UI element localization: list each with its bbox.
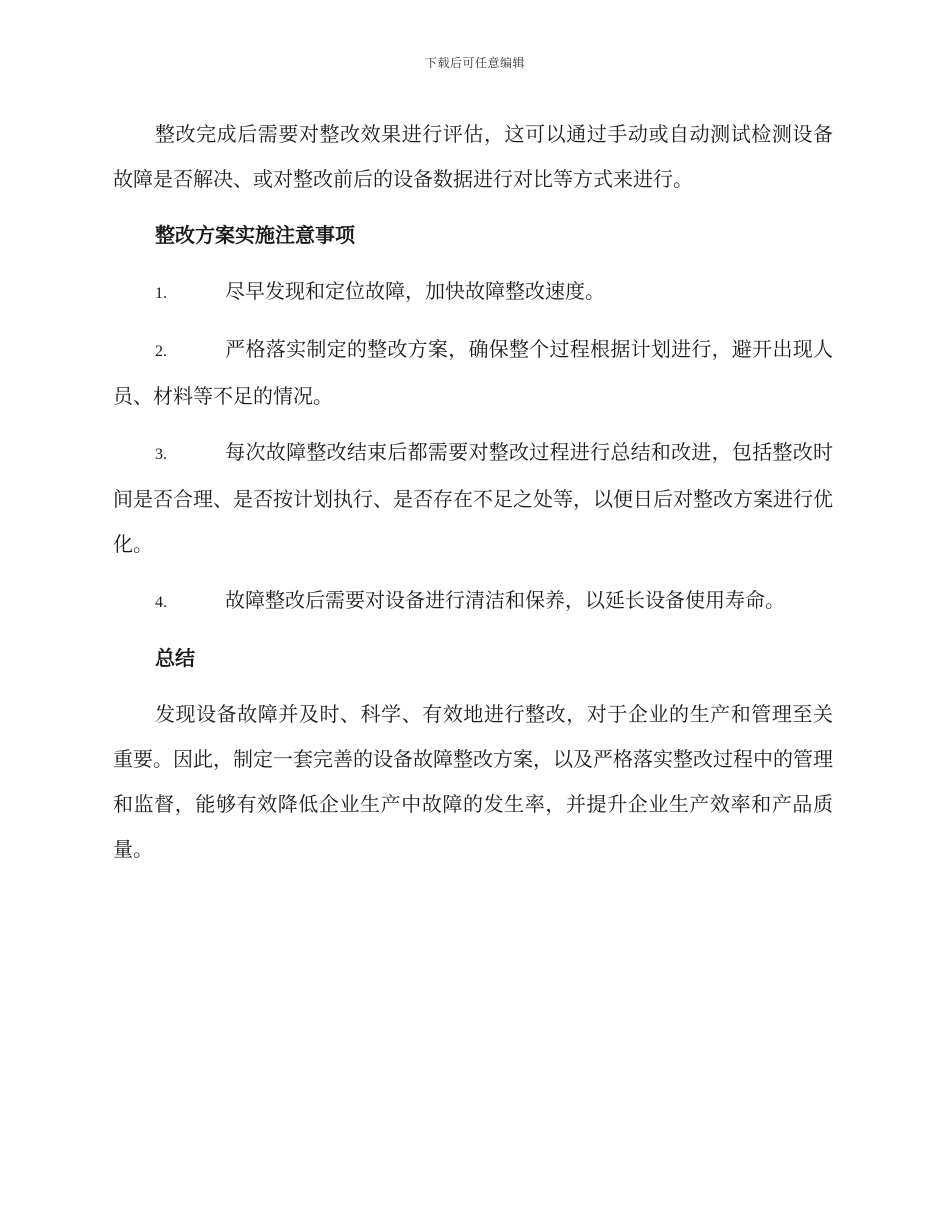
list-item — [113, 327, 833, 419]
list-number: 3. — [155, 446, 167, 463]
intro-paragraph: 整改完成后需要对整改效果进行评估，这可以通过手动或自动测试检测设备故障是否解决、或对整改前后的设备数据进行对比等方式来进行。 — [113, 122, 833, 191]
list-text: 尽早发现和定位故障，加快故障整改速度。 — [225, 279, 605, 303]
list-text: 每次故障整改结束后都需要对整改过程进行总结和改进，包括整改时间是否合理、是否按计划执行、是否存在不足之处等，以便日后对整改方案进行优化。 — [113, 440, 833, 556]
list-item — [113, 269, 833, 316]
header-note: 下载后可任意编辑 — [424, 56, 525, 70]
list-item — [113, 430, 833, 567]
list-number: 1. — [155, 285, 167, 302]
section-heading-summary: 总结 — [155, 646, 195, 670]
document-body — [113, 112, 833, 883]
list-number: 2. — [155, 343, 167, 360]
list-item — [113, 578, 833, 625]
list-text: 严格落实制定的整改方案，确保整个过程根据计划进行，避开出现人员、材料等不足的情况。 — [113, 337, 833, 408]
section-heading-precautions: 整改方案实施注意事项 — [155, 223, 355, 247]
list-text: 故障整改后需要对设备进行清洁和保养，以延长设备使用寿命。 — [225, 588, 785, 612]
list-number: 4. — [155, 594, 167, 611]
summary-paragraph: 发现设备故障并及时、科学、有效地进行整改，对于企业的生产和管理至关重要。因此，制定一套完善的设备故障整改方案，以及严格落实整改过程中的管理和监督，能够有效降低企业生产中故障的发生率，并提升企业生产效率和产品质量。 — [113, 702, 833, 861]
